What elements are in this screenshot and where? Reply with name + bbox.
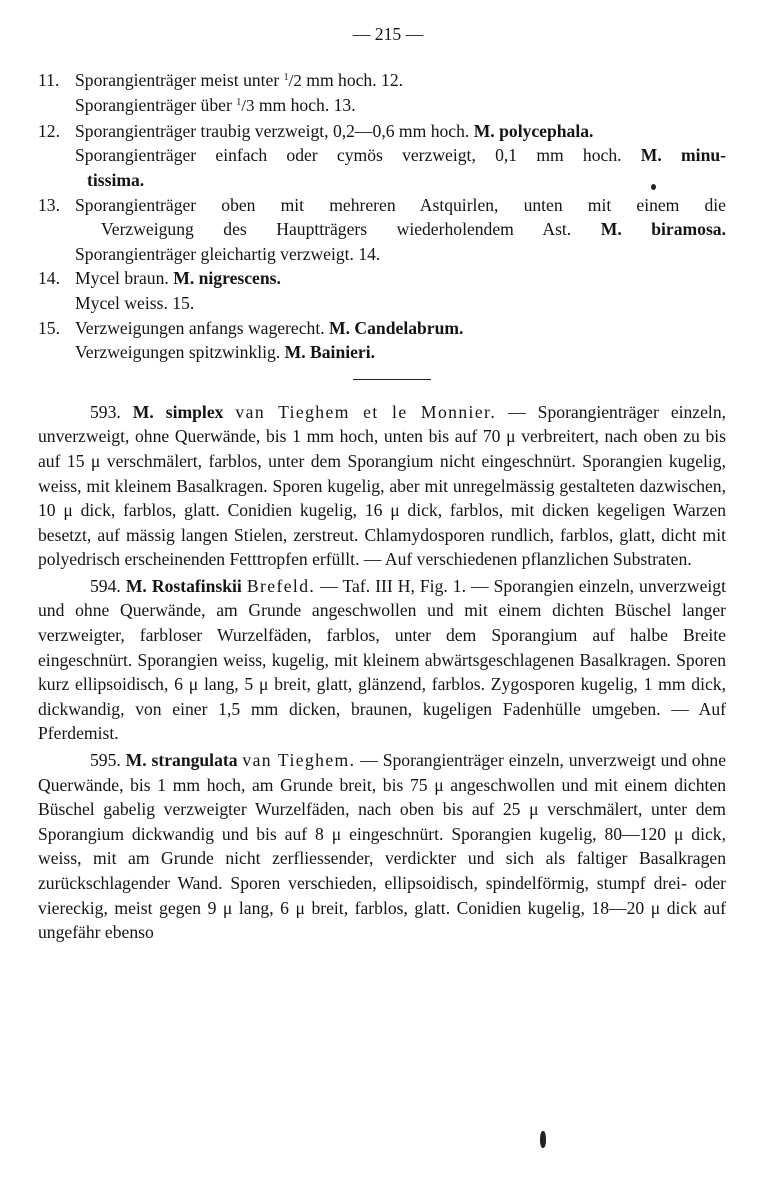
key-option-a: Mycel braun. M. nigrescens. xyxy=(75,268,281,289)
taxon-name: M. nigrescens. xyxy=(173,268,281,289)
key-entry-13 xyxy=(38,193,726,218)
fraction-denominator: /3 xyxy=(241,96,255,116)
key-option-b: Sporangienträger einfach oder cymös verzweigt, 0,1 mm hoch. M. minu- xyxy=(75,145,726,166)
key-number: 12. xyxy=(38,120,60,141)
key-option-b: Mycel weiss. 15. xyxy=(75,292,195,313)
key-option-a: Verzweigungen anfangs wagerecht. M. Candelabrum. xyxy=(75,317,464,338)
key-option-b: Sporangienträger über $^1$/3 mm hoch. 13. xyxy=(75,95,356,116)
species-entry-595 xyxy=(38,748,726,945)
species-entry-593 xyxy=(38,400,726,572)
fraction-numerator: 1 xyxy=(283,71,289,83)
species-number: 595. xyxy=(90,750,121,771)
key-number: 11. xyxy=(38,69,60,90)
taxon-name: M. Bainieri. xyxy=(284,342,376,363)
key-option-a: Sporangienträger traubig verzweigt, 0,2—0,6 mm hoch. M. polycephala. xyxy=(75,120,594,141)
species-description: — Sporangienträger einzeln, unverzweigt und ohne Querwände, bis 1 mm hoch, am Grunde breit, bis 75 μ angeschwollen und mit einem dichten Büschel gabelig verzweigter Wurzelfäden, nach oben bis auf 25 μ verschmälert, unter dem Sporangium dickwandig und bis auf 8 μ eingeschnürt. Sporangien kugelig, 80—120 μ dick, weiss, mit am Grunde nicht zerfliessender, verdickter und sich als faltiger Basalkragen zurückschlagender Wand. Sporen verschieden, ellipsoidisch, spindelförmig, stumpf drei- oder viereckig, meist gegen 9 μ lang, 6 μ breit, farblos, glatt. Conidien kugelig, 18—20 μ dick auf ungefähr ebenso xyxy=(38,750,726,943)
ink-speck xyxy=(651,184,656,190)
species-name: M. Rostafinskii xyxy=(125,575,242,596)
key-entry-12 xyxy=(38,119,726,144)
key-entry-11 xyxy=(38,68,726,94)
key-option-a: Sporangienträger meist unter $^1$/2 mm hoch. 12. xyxy=(75,69,404,90)
fraction-numerator: 1 xyxy=(236,97,242,109)
taxon-name: M. biramosa. xyxy=(600,219,726,240)
species-number: 594. xyxy=(90,575,121,596)
section-divider xyxy=(353,379,431,380)
species-description: — Sporangienträger einzeln, unverzweigt, ohne Querwände, bis 1 mm hoch, unten bis auf 70 μ verbreitert, nach oben zu bis auf 15 μ verschmälert, farblos, unter dem Sporangium nicht eingeschnürt. Sporangien kugelig, weiss, mit kleinem Basalkragen. Sporen kugelig, aber mit unregelmässig gestalteten dazwischen, 10 μ dick, farblos, glatt. Conidien kugelig, 16 μ dick, farblos, mit dicken kegeligen Warzen besetzt, auf mässig langen Stielen, zerstreut. Chlamydosporen rundlich, farblos, glatt, dicht mit polyedrisch erscheinenden Fetttropfen erfüllt. — Auf verschiedenen pflanzlichen Substraten. xyxy=(38,401,727,570)
key-option-a: Sporangienträger oben mit mehreren Astquirlen, unten mit einem die xyxy=(75,194,726,215)
species-authority: van Tieghem et le Monnier. xyxy=(235,401,497,422)
key-option-b: Verzweigungen spitzwinklig. M. Bainieri. xyxy=(75,342,376,363)
page-number: — 215 — xyxy=(352,24,424,44)
key-number: 13. xyxy=(38,194,60,215)
species-number: 593. xyxy=(90,401,121,422)
taxon-name: tissima. xyxy=(87,169,145,190)
page-body xyxy=(38,22,726,947)
taxon-name: M. minu- xyxy=(640,145,726,166)
species-description: — Taf. III H, Fig. 1. — Sporangien einzeln, unverzweigt und ohne Querwände, am Grunde angeschwollen und mit einem dichten Büschel langer verzweigter, farbloser Wurzelfäden, farblos, unter dem Sporangium auf halbe Breite eingeschnürt. Sporangien weiss, kugelig, mit kleinem abwärtsgeschlagenen Basalkragen. Sporen kurz ellipsoidisch, 6 μ lang, 5 μ breit, glatt, glänzend, farblos. Zygosporen kugelig, 1 mm dick, dickwandig, von einer 1,5 mm dicken, braunen, kugeligen Fadenhülle umgeben. — Auf Pferdemist. xyxy=(38,575,726,744)
ink-speck xyxy=(540,1131,546,1148)
key-entry-15 xyxy=(38,316,726,341)
species-authority: Brefeld. xyxy=(246,575,316,596)
key-number: 14. xyxy=(38,268,60,289)
key-entry-14 xyxy=(38,266,726,291)
species-name: M. strangulata xyxy=(125,750,238,771)
taxon-name: M. polycephala. xyxy=(473,120,594,141)
species-authority: van Tieghem. xyxy=(242,750,356,771)
species-name: M. simplex xyxy=(132,401,224,422)
fraction-denominator: /2 xyxy=(288,70,302,90)
key-number: 15. xyxy=(38,317,60,338)
species-entry-594 xyxy=(38,574,726,746)
taxon-name: M. Candelabrum. xyxy=(329,317,464,338)
key-option-b: Sporangienträger gleichartig verzweigt. 14. xyxy=(75,243,381,264)
key-option-b-continued xyxy=(38,168,726,193)
key-option-a-continued: Verzweigung des Hauptträgers wiederholendem Ast. M. biramosa. xyxy=(101,219,726,240)
